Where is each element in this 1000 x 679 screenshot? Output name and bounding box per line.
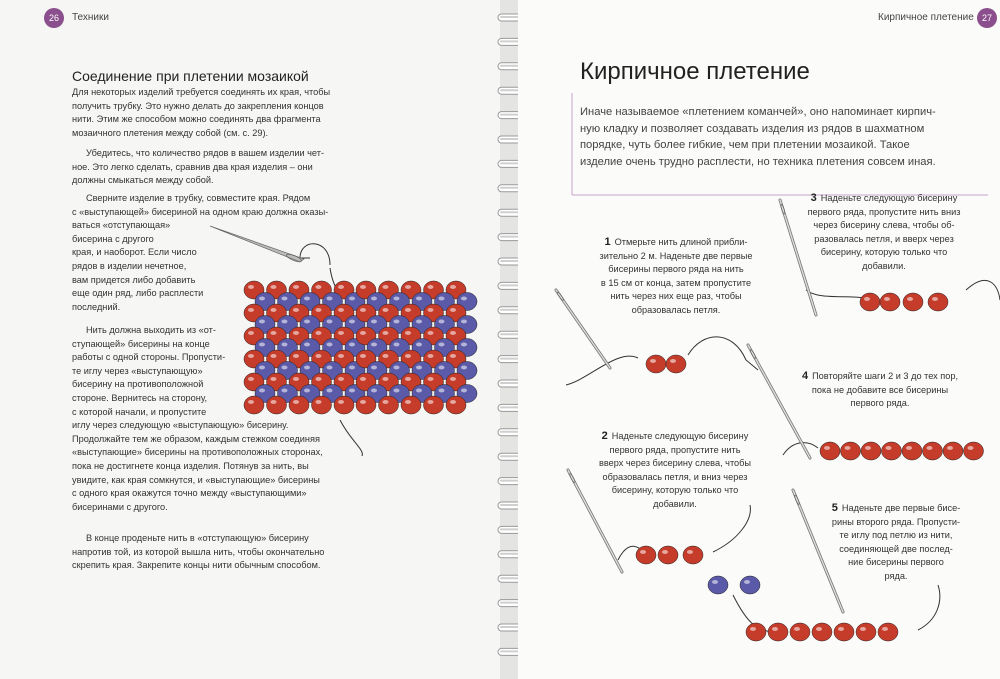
paragraph-4: Нить должна выходить из «от- ступающей» бисерины на конце работы с одной стороны. Пропусти- те иглу через «выступающую» бисерину на противоположной стороне. Вернитесь на сторону, с которой начали, и пропустите иглу через следующую «выступающую» бисерину. Продолжайте тем же образом, каждым стежком соединяя «выступающие» бисерины на противоположных сторонах, пока не достигнете конца изделия. Потянув за нить, вы увидите, как края сомкнутся, и «выступающие» бисерины с одного края окажутся точно между «выступающими» бисеринами с другого.: [72, 325, 323, 512]
bead: [708, 576, 728, 594]
paragraph-1: Для некоторых изделий требуется соединять их края, чтобы получить трубку. Это нужно делать до закрепления концов нити. Этим же способом можно соединять два фрагмента мозаичного плетения между собой (см. с. 29).: [72, 87, 331, 138]
thread: [713, 505, 750, 552]
bead: [636, 546, 656, 564]
bead: [923, 442, 943, 460]
running-head-right: Кирпичное плетение: [878, 12, 974, 23]
thread: [783, 443, 818, 455]
step-4: 4 Повторяйте шаги 2 и 3 до тех пор, пока не добавите все бисерины первого ряда.: [801, 370, 959, 409]
bead: [882, 442, 902, 460]
bead: [903, 293, 923, 311]
bead: [841, 442, 861, 460]
page-title: Кирпичное плетение: [580, 58, 810, 85]
thread: [688, 337, 758, 370]
bead: [861, 442, 881, 460]
bead: [834, 623, 854, 641]
bead: [646, 355, 666, 373]
bead: [658, 546, 678, 564]
bead: [880, 293, 900, 311]
bead: [790, 623, 810, 641]
bead: [902, 442, 922, 460]
page-number-right: 27: [977, 8, 997, 28]
step-1: 1 Отмерьте нить длиной прибли- зительно 2 м. Наденьте две первые бисерины первого ряда на нить в 15 см от конца, затем пропустите нить через них еще раз, чтобы образовалась петля.: [599, 236, 753, 315]
step-5: 5 Наденьте две первые бисе- рины второго ряда. Пропусти- те иглу под петлю из нити, соединяющей две послед- ние бисерины первого ряда.: [831, 502, 961, 581]
thread: [806, 290, 863, 298]
bead: [666, 355, 686, 373]
bead: [683, 546, 703, 564]
page-number-left: 26: [44, 8, 64, 28]
bead: [964, 442, 984, 460]
paragraph-3: Сверните изделие в трубку, совместите края. Рядом с «выступающей» бисериной на одном краю должна оказы- ваться «отступающая» бисерина с другого края, и наоборот. Если число рядов в изделии нечетное, вам придется либо добавить еще один ряд, либо расплести последний.: [72, 193, 329, 312]
paragraph-2: Убедитесь, что количество рядов в вашем изделии чет- ное. Это легко сделать, сравнив два края изделия – они должны смыкаться между собой.: [72, 148, 325, 186]
bead: [820, 442, 840, 460]
bead: [812, 623, 832, 641]
bead: [943, 442, 963, 460]
thread: [918, 585, 940, 630]
step-3: 3 Наденьте следующую бисерину первого ряда, пропустите нить вниз через бисерину слева, чтобы об- разовалась петля, и вверх через бисерину, которую только что добавили.: [807, 192, 961, 271]
bead: [740, 576, 760, 594]
running-head-left: Техники: [72, 12, 109, 23]
bead: [860, 293, 880, 311]
bead: [768, 623, 788, 641]
paragraph-5: В конце проденьте нить в «отступающую» бисерину напротив той, из которой вышла нить, чтобы окончательно скрепить края. Закрепите концы нити обычным способом.: [72, 533, 325, 571]
bead: [746, 623, 766, 641]
intro-text: Иначе называемое «плетением команчей», оно напоминает кирпич- ную кладку и позволяет создавать изделия из рядов в шахматном порядке, чуть более гибкие, чем при плетении мозаикой. Такое изделие очень трудно расплести, но техника плетения совсем иная.: [580, 106, 936, 168]
bead: [928, 293, 948, 311]
section-heading: Соединение при плетении мозаикой: [72, 68, 309, 84]
thread: [966, 280, 1000, 300]
right-page: [518, 0, 1000, 679]
bead: [878, 623, 898, 641]
bead: [856, 623, 876, 641]
thread: [566, 356, 638, 385]
step-2: 2 Наденьте следующую бисерину первого ряда, пропустите нить вверх через бисерину слева, чтобы образовалась петля, и вниз через бисерину, которую только что добавили.: [598, 430, 752, 509]
